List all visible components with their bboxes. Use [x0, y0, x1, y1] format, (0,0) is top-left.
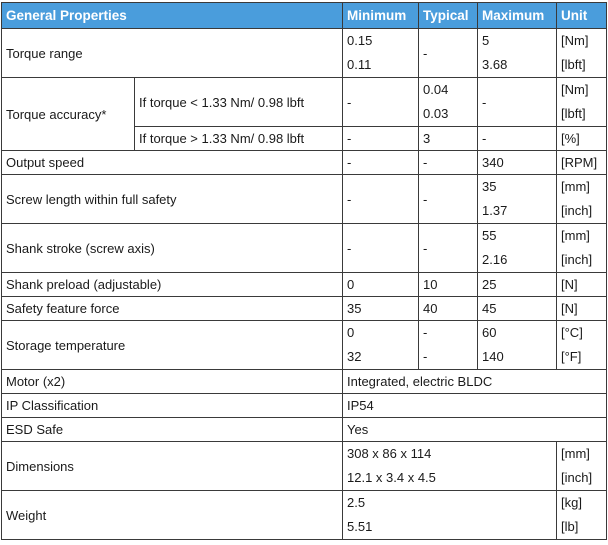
- screw-length-unit-inch: [inch]: [561, 203, 593, 218]
- output-speed-unit: [RPM]: [557, 151, 607, 175]
- torque-range-min-lbft: 0.11: [347, 57, 372, 72]
- storage-temp-unit: [557, 321, 607, 370]
- storage-temp-min-f: 32: [347, 349, 362, 364]
- weight-value-kg: 2.5: [347, 495, 366, 510]
- shank-stroke-max: [478, 224, 557, 273]
- shank-stroke-unit: [557, 224, 607, 273]
- torque-range-unit-nm: [Nm]: [561, 33, 589, 48]
- table-row-dimensions: [2, 442, 607, 491]
- table-row-safety-force: [2, 297, 607, 321]
- table-row-screw-length: [2, 175, 607, 224]
- torque-range-unit-lbft: [lbft]: [561, 57, 586, 72]
- label-weight: Weight: [2, 491, 343, 540]
- weight-unit: [557, 491, 607, 540]
- screw-length-unit: [557, 175, 607, 224]
- label-shank-preload: Shank preload (adjustable): [2, 273, 343, 297]
- dimensions-unit: [557, 442, 607, 491]
- safety-force-typ: 40: [419, 297, 478, 321]
- dimensions-value-mm: 308 x 86 x 114: [347, 446, 432, 461]
- torque-range-min-nm: 0.15: [347, 33, 373, 48]
- header-unit: Unit: [557, 3, 607, 29]
- label-torque-range: Torque range: [2, 29, 343, 78]
- weight-unit-lb: [lb]: [561, 519, 579, 534]
- label-shank-stroke: Shank stroke (screw axis): [2, 224, 343, 273]
- label-dimensions: Dimensions: [2, 442, 343, 491]
- header-general-properties: General Properties: [2, 3, 343, 29]
- output-speed-max: 340: [478, 151, 557, 175]
- header-minimum: Minimum: [343, 3, 419, 29]
- shank-preload-typ: 10: [419, 273, 478, 297]
- table-row-storage-temperature: [2, 321, 607, 370]
- label-storage-temperature: Storage temperature: [2, 321, 343, 370]
- screw-length-unit-mm: [mm]: [561, 179, 590, 194]
- shank-stroke-max-inch: 2.16: [482, 252, 508, 267]
- torque-accuracy-cond1-typ-lbft: 0.03: [423, 106, 449, 121]
- ip-classification-value: IP54: [343, 394, 607, 418]
- storage-temp-unit-f: [°F]: [561, 349, 582, 364]
- table-row-weight: [2, 491, 607, 540]
- label-screw-length: Screw length within full safety: [2, 175, 343, 224]
- torque-range-max: [478, 29, 557, 78]
- header-row: [2, 3, 607, 29]
- storage-temp-typ-f: -: [423, 349, 428, 364]
- output-speed-min: -: [343, 151, 419, 175]
- table-row-ip-classification: [2, 394, 607, 418]
- torque-range-max-nm: 5: [482, 33, 490, 48]
- table-row-shank-preload: [2, 273, 607, 297]
- shank-preload-max: 25: [478, 273, 557, 297]
- storage-temp-min: [343, 321, 419, 370]
- torque-accuracy-cond1-typ-nm: 0.04: [423, 82, 449, 97]
- storage-temp-min-c: 0: [347, 325, 355, 340]
- storage-temp-max-c: 60: [482, 325, 497, 340]
- shank-stroke-min: -: [343, 224, 419, 273]
- screw-length-typ: -: [419, 175, 478, 224]
- dimensions-value: [343, 442, 557, 491]
- torque-accuracy-cond2-typ: 3: [419, 127, 478, 151]
- table-row-torque-range: [2, 29, 607, 78]
- torque-accuracy-cond1-min: -: [343, 78, 419, 127]
- motor-value: Integrated, electric BLDC: [343, 370, 607, 394]
- shank-stroke-max-mm: 55: [482, 228, 497, 243]
- label-motor: Motor (x2): [2, 370, 343, 394]
- header-typical: Typical: [419, 3, 478, 29]
- storage-temp-typ-c: -: [423, 325, 428, 340]
- torque-accuracy-cond2-label: If torque > 1.33 Nm/ 0.98 lbft: [135, 127, 343, 151]
- screw-length-max-mm: 35: [482, 179, 497, 194]
- table-row-motor: [2, 370, 607, 394]
- header-maximum: Maximum: [478, 3, 557, 29]
- label-safety-force: Safety feature force: [2, 297, 343, 321]
- torque-accuracy-cond1-typ: [419, 78, 478, 127]
- label-esd-safe: ESD Safe: [2, 418, 343, 442]
- storage-temp-unit-c: [°C]: [561, 325, 583, 340]
- shank-stroke-typ: -: [419, 224, 478, 273]
- table-row-torque-accuracy-low: [2, 78, 607, 127]
- screw-length-max-inch: 1.37: [482, 203, 508, 218]
- label-output-speed: Output speed: [2, 151, 343, 175]
- shank-stroke-unit-mm: [mm]: [561, 228, 590, 243]
- dimensions-value-inch: 12.1 x 3.4 x 4.5: [347, 470, 436, 485]
- weight-value-lb: 5.51: [347, 519, 373, 534]
- torque-accuracy-cond1-unit: [557, 78, 607, 127]
- shank-stroke-unit-inch: [inch]: [561, 252, 593, 267]
- table-row-output-speed: [2, 151, 607, 175]
- storage-temp-max-f: 140: [482, 349, 504, 364]
- torque-accuracy-cond1-label: If torque < 1.33 Nm/ 0.98 lbft: [135, 78, 343, 127]
- safety-force-max: 45: [478, 297, 557, 321]
- esd-safe-value: Yes: [343, 418, 607, 442]
- torque-accuracy-cond1-unit-nm: [Nm]: [561, 82, 589, 97]
- torque-range-min: [343, 29, 419, 78]
- screw-length-min: -: [343, 175, 419, 224]
- label-torque-accuracy: Torque accuracy*: [2, 78, 135, 151]
- torque-range-max-lbft: 3.68: [482, 57, 508, 72]
- torque-accuracy-cond1-max: -: [478, 78, 557, 127]
- storage-temp-max: [478, 321, 557, 370]
- screw-length-max: [478, 175, 557, 224]
- output-speed-typ: -: [419, 151, 478, 175]
- torque-accuracy-cond1-unit-lbft: [lbft]: [561, 106, 586, 121]
- torque-accuracy-cond2-unit: [%]: [557, 127, 607, 151]
- dimensions-unit-inch: [inch]: [561, 470, 593, 485]
- torque-accuracy-cond2-max: -: [478, 127, 557, 151]
- shank-preload-min: 0: [343, 273, 419, 297]
- safety-force-unit: [N]: [557, 297, 607, 321]
- torque-accuracy-cond2-min: -: [343, 127, 419, 151]
- weight-value: [343, 491, 557, 540]
- safety-force-min: 35: [343, 297, 419, 321]
- storage-temp-typ: [419, 321, 478, 370]
- torque-range-unit: [557, 29, 607, 78]
- torque-range-typ: -: [419, 29, 478, 78]
- dimensions-unit-mm: [mm]: [561, 446, 590, 461]
- table-row-esd-safe: [2, 418, 607, 442]
- general-properties-table: [1, 2, 607, 540]
- table-row-shank-stroke: [2, 224, 607, 273]
- shank-preload-unit: [N]: [557, 273, 607, 297]
- weight-unit-kg: [kg]: [561, 495, 582, 510]
- label-ip-classification: IP Classification: [2, 394, 343, 418]
